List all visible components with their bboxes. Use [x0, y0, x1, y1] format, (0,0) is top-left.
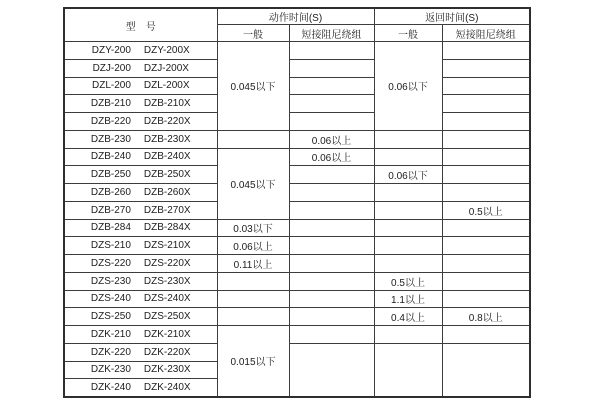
ret_general-cell [374, 148, 442, 166]
model-name-pair [65, 169, 217, 180]
model-name-pair [65, 329, 217, 340]
table-row [64, 113, 530, 131]
ret_general-cell [374, 130, 442, 148]
ret_general-cell [374, 237, 442, 255]
model-name-pair [65, 151, 217, 162]
table-row [64, 166, 530, 184]
act_damped-cell: 0.06以上 [289, 130, 374, 148]
table-row [64, 219, 530, 237]
ret_general-cell: 0.06以下 [374, 166, 442, 184]
model-name-x-variant: DZS-240X [143, 293, 191, 305]
ret_damped-cell [442, 237, 530, 255]
model-cell [64, 219, 217, 237]
model-name: DZS-230 [90, 275, 131, 287]
ret_damped-cell [442, 219, 530, 237]
ret_general-cell [374, 219, 442, 237]
act_general-cell [217, 308, 289, 326]
table-row [64, 308, 530, 326]
ret_damped-cell [442, 95, 530, 113]
model-cell [64, 343, 217, 361]
table-row [64, 272, 530, 290]
act_general-cell: 0.045以下 [217, 148, 289, 219]
model-name-x-variant: DZB-220X [143, 115, 191, 127]
act_general-cell: 0.11以上 [217, 255, 289, 273]
ret_damped-cell [442, 113, 530, 131]
model-name: DZS-220 [90, 257, 131, 269]
ret_general-cell [374, 326, 442, 344]
model-name-pair [65, 45, 217, 56]
table-row [64, 290, 530, 308]
model-name: DZS-210 [90, 240, 131, 252]
model-cell [64, 113, 217, 131]
table-row [64, 59, 530, 77]
ret_general-cell: 0.06以下 [374, 42, 442, 131]
act_damped-cell [289, 42, 374, 60]
model-cell [64, 361, 217, 379]
act_damped-cell [289, 184, 374, 202]
act_damped-cell [289, 343, 374, 396]
table-row [64, 201, 530, 219]
model-name: DZK-230 [90, 364, 131, 376]
ret_damped-cell [442, 130, 530, 148]
model-name: DZS-250 [90, 311, 131, 323]
model-name: DZB-210 [90, 98, 131, 110]
model-cell [64, 166, 217, 184]
model-name-pair [65, 205, 217, 216]
ret_general-cell [374, 184, 442, 202]
model-name-x-variant: DZS-230X [143, 275, 191, 287]
act_damped-cell [289, 255, 374, 273]
model-cell [64, 237, 217, 255]
act_general-cell [217, 290, 289, 308]
model-name-x-variant: DZY-200X [143, 44, 190, 56]
act_damped-cell [289, 77, 374, 95]
model-cell [64, 130, 217, 148]
model-name: DZB-284 [90, 222, 131, 234]
table-body [64, 42, 530, 397]
act_general-cell: 0.06以上 [217, 237, 289, 255]
ret_damped-cell [442, 255, 530, 273]
act_damped-cell [289, 290, 374, 308]
model-name: DZK-210 [90, 328, 131, 340]
model-cell [64, 379, 217, 397]
model-name-x-variant: DZK-230X [143, 364, 191, 376]
table-row [64, 77, 530, 95]
model-name: DZS-240 [90, 293, 131, 305]
return-time-header: 返回时间(S) [374, 8, 530, 25]
ret_damped-cell [442, 290, 530, 308]
ret_damped-cell [442, 148, 530, 166]
table-row [64, 343, 530, 361]
model-name-pair [65, 63, 217, 74]
ret_damped-cell: 0.8以上 [442, 308, 530, 326]
table-header [64, 8, 530, 42]
action-general-header: 一般 [217, 25, 289, 42]
model-cell [64, 148, 217, 166]
model-name-x-variant: DZK-220X [143, 346, 191, 358]
table-row [64, 255, 530, 273]
model-name-pair [65, 311, 217, 322]
model-name-x-variant: DZB-260X [143, 186, 191, 198]
model-name: DZK-240 [90, 381, 131, 393]
model-name-pair [65, 293, 217, 304]
action-damped-winding-header: 短接阻尼绕组 [289, 25, 374, 42]
model-name-pair [65, 240, 217, 251]
act_damped-cell [289, 272, 374, 290]
ret_general-cell [374, 255, 442, 273]
act_damped-cell [289, 237, 374, 255]
ret_general-cell: 0.4以上 [374, 308, 442, 326]
act_damped-cell [289, 95, 374, 113]
model-name-pair [65, 364, 217, 375]
act_general-cell [217, 272, 289, 290]
model-cell [64, 290, 217, 308]
model-name-pair [65, 134, 217, 145]
act_damped-cell [289, 59, 374, 77]
act_general-cell: 0.03以下 [217, 219, 289, 237]
model-name-pair [65, 222, 217, 233]
act_general-cell [217, 130, 289, 148]
model-name-x-variant: DZS-250X [143, 311, 191, 323]
model-cell [64, 308, 217, 326]
act_damped-cell [289, 166, 374, 184]
model-name-x-variant: DZB-250X [143, 169, 191, 181]
model-header: 型 号 [64, 8, 217, 42]
model-name: DZB-270 [90, 204, 131, 216]
model-name: DZB-250 [90, 169, 131, 181]
ret_damped-cell [442, 59, 530, 77]
model-name-pair [65, 80, 217, 91]
model-name-pair [65, 258, 217, 269]
act_damped-cell [289, 326, 374, 344]
table-row [64, 95, 530, 113]
table-row [64, 184, 530, 202]
ret_damped-cell: 0.5以上 [442, 201, 530, 219]
model-name: DZL-200 [92, 80, 131, 92]
model-cell [64, 326, 217, 344]
model-cell [64, 42, 217, 60]
model-name-x-variant: DZS-220X [143, 257, 191, 269]
model-cell [64, 272, 217, 290]
model-name-pair [65, 187, 217, 198]
ret_damped-cell [442, 272, 530, 290]
model-name: DZB-260 [90, 186, 131, 198]
model-cell [64, 201, 217, 219]
model-name-x-variant: DZB-230X [143, 133, 191, 145]
model-name-pair [65, 276, 217, 287]
ret_general-cell: 1.1以上 [374, 290, 442, 308]
model-name: DZB-240 [90, 151, 131, 163]
table-row [64, 148, 530, 166]
return-general-header: 一般 [374, 25, 442, 42]
header-group-row [64, 8, 530, 25]
table-row [64, 237, 530, 255]
model-name-pair [65, 347, 217, 358]
act_general-cell: 0.045以下 [217, 42, 289, 131]
relay-spec-table [63, 7, 531, 398]
model-name-x-variant: DZK-240X [143, 381, 191, 393]
model-name-x-variant: DZS-210X [143, 240, 191, 252]
model-name-pair [65, 116, 217, 127]
model-cell [64, 255, 217, 273]
model-cell [64, 77, 217, 95]
model-name-x-variant: DZB-270X [143, 204, 191, 216]
model-name: DZY-200 [91, 44, 131, 56]
ret_damped-cell [442, 184, 530, 202]
act_damped-cell [289, 113, 374, 131]
model-name-pair [65, 98, 217, 109]
ret_damped-cell [442, 77, 530, 95]
model-name: DZK-220 [90, 346, 131, 358]
model-name-x-variant: DZL-200X [143, 80, 190, 92]
ret_damped-cell [442, 42, 530, 60]
model-name-pair [65, 382, 217, 393]
model-name-x-variant: DZB-210X [143, 98, 191, 110]
ret_damped-cell [442, 326, 530, 344]
model-name: DZB-230 [90, 133, 131, 145]
ret_damped-cell [442, 343, 530, 396]
model-cell [64, 184, 217, 202]
model-cell [64, 95, 217, 113]
model-name-x-variant: DZK-210X [143, 328, 191, 340]
ret_general-cell: 0.5以上 [374, 272, 442, 290]
return-damped-winding-header: 短接阻尼绕组 [442, 25, 530, 42]
action-time-header: 动作时间(S) [217, 8, 374, 25]
ret_general-cell [374, 201, 442, 219]
act_damped-cell: 0.06以上 [289, 148, 374, 166]
act_damped-cell [289, 308, 374, 326]
act_general-cell: 0.015以下 [217, 326, 289, 397]
act_damped-cell [289, 219, 374, 237]
model-name: DZJ-200 [92, 62, 131, 74]
table-row [64, 326, 530, 344]
act_damped-cell [289, 201, 374, 219]
model-name: DZB-220 [90, 115, 131, 127]
table-row [64, 130, 530, 148]
model-cell [64, 59, 217, 77]
model-name-x-variant: DZB-240X [143, 151, 191, 163]
ret_damped-cell [442, 166, 530, 184]
table-row [64, 42, 530, 60]
model-name-x-variant: DZB-284X [143, 222, 191, 234]
model-name-x-variant: DZJ-200X [143, 62, 189, 74]
ret_general-cell [374, 343, 442, 396]
